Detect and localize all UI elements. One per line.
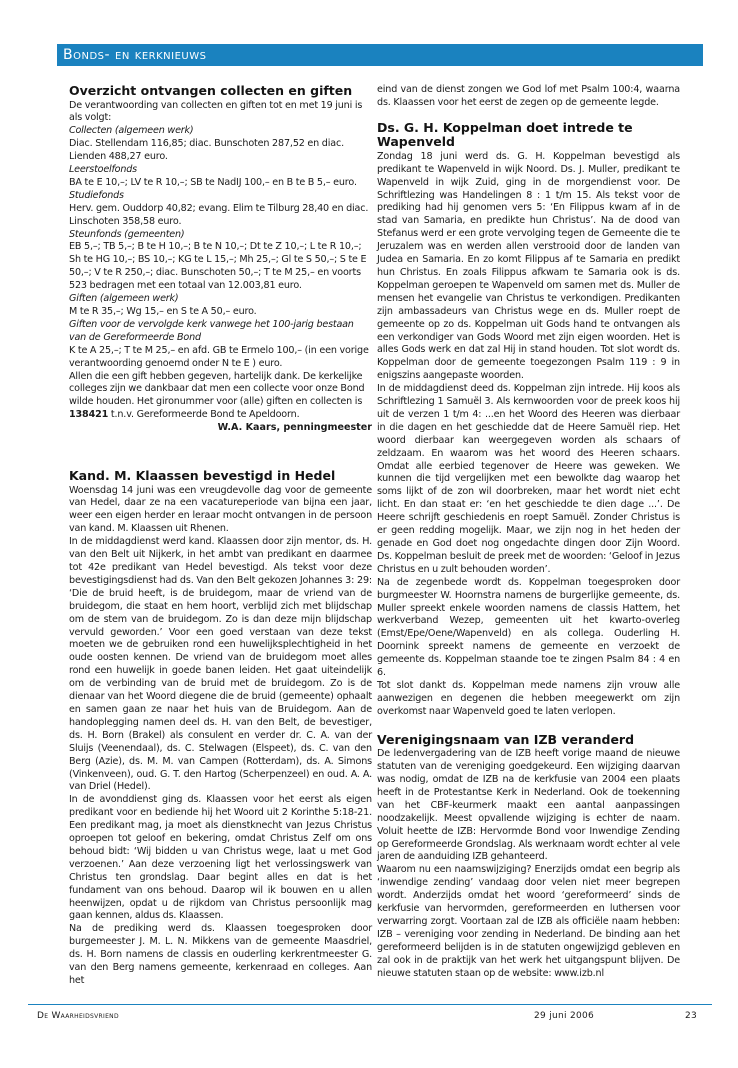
- collecten-closing: [69, 371, 372, 423]
- footer-page-number: 23: [685, 1011, 698, 1021]
- koppelman-paragraph-1: Zondag 18 juni werd ds. G. H. Koppelman bevestigd als predikant te Wapenveld in wijk Noord. Ds. J. Muller, predikant te Wapenveld in wijk Zuid, ging in de morgendienst voor. De Schriftlezing was Handelingen 8 : 1 t/m 15. Als tekst voor de prediking had hij genomen vers 5: ‘En Filippus kwam af in de stad van Samaria, en predikte hun Christus’. Na de dood van Stefanus werd er een grote vervolging tegen de Gemeente die te Jeruzalem was en werden allen verstrooid door de landen van Judea en Samaria. En zo komt Filippus af te Samaria en predikt hun Christus. En zoals Filippus afkwam te Samaria ook is ds. Koppelman geroepen te Wapenveld om samen met ds. Muller de mensen het evangelie van Christus te verkondigen. Predikanten zijn ambassadeurs van Christus wege en ds. Muller roept de gemeente op zo ds. Koppelman uit Gods hand te ontvangen als een verkondiger van Gods Woord met zijn eigen woorden. Het is alles Gods werk en dat zal Hij in stand houden. Tot slot wordt ds. Koppelman door de gemeente toegezongen Psalm 119 : 9 in enigszins aangepaste woorden.: [377, 150, 681, 382]
- collecten-text-vervolgde-kerk: K te A 25,–; T te M 25,– en afd. GB te Ermelo 100,– (in een vorige verantwoording genoemd onder N te E ) euro.: [69, 344, 369, 369]
- collecten-label-steun: Steunfonds (gemeenten): [69, 228, 185, 240]
- izb-paragraph-2: Waarom nu een naamswijziging? Enerzijds omdat een begrip als ‘inwendige zending’ vandaag door velen niet meer begrepen wordt. Anderzijds omdat het woord ‘gereformeerd’ sinds de kerkfusie van hervormden, gereformeerden en luthersen voor verwarring zorgt. Voortaan zal de IZB als officiële naam hebben: IZB – vereniging voor zending in Nederland. De binding aan het gereformeerd belijden is in de statuten ongewijzigd gebleven en zal ook in de praktijk van het werk het uitgangspunt blijven. De nieuwe statuten staan op de website: www.izb.nl: [377, 864, 680, 979]
- collecten-text-leerstoel: BA te E 10,–; LV te R 10,–; SB te NadIJ 100,– en B te B 5,– euro.: [69, 176, 357, 188]
- article-title-klaassen: Kand. M. Klaassen bevestigd in Hedel: [69, 468, 336, 484]
- section-title: Bonds- en kerknieuws: [63, 47, 207, 63]
- izb-paragraph-1: De ledenvergadering van de IZB heeft vorige maand de nieuwe statuten van de vereniging goedgekeurd. Een wijziging daarvan was nodig, omdat de IZB na de kerkfusie van 2004 een plaats heeft in de Protestantse Kerk in Nederland. Ook de toekenning van het CBF-keurmerk maakt een aantal aanpassingen noodzakelijk. Meest opvallende wijziging is echter de naam. Voluit heette de IZB: Hervormde Bond voor Inwendige Zending op Gereformeerde Grondslag. Als werknaam wordt echter al vele jaren de aanduiding IZB gehanteerd.: [377, 748, 680, 863]
- koppelman-paragraph-3: Na de zegenbede wordt ds. Koppelman toegesproken door burgmeester W. Hoornstra namens de burgerlijke gemeente, ds. Muller spreekt enkele woorden namens de classis Hattem, het werkverband Wezep, gemeenten uit het kwarto-overleg (Emst/Epe/Oene/Wapenveld) en als collega. Ouderling H. Doornink spreekt namens de gemeente en verzoekt de gemeente ds. Koppelman staande toe te zingen Psalm 84 : 4 en 6.: [377, 576, 680, 679]
- left-column: [69, 84, 372, 988]
- klaassen-paragraph-2: In de middagdienst werd kand. Klaassen door zijn mentor, ds. H. van den Belt uit Nijkerk, in het ambt van predikant en daarmee tot 42e predikant van Hedel bevestigd. Als tekst voor deze bevestigingsdienst had ds. Van den Belt gekozen Johannes 3: 29: ‘Die de bruid heeft, is de bruidegom, maar de vriend van de bruidegom, die staat en hem hoort, verblijd zich met blijdschap om de stem van de bruidegom. Zo is dan deze mijn blijdschap vervuld geworden.’ Voor een goed verstaan van deze tekst moeten we de gebruiken rond een huwelijksplechtigheid in het oude oosten kennen. De vriend van de bruidegom moet alles rond een huwelijk in goede banen leiden. Het gaat uiteindelijk om de verbinding van de bruid met de bruidegom. Zo is de dienaar van het Woord diegene die de bruid (gemeente) ophaalt en samen gaan ze naar het huis van de Bruidegom. Aan de handoplegging namen deel ds. H. van den Belt, de bevestiger, ds. H. Born (Brakel) als consulent en verder dr. C. A. van der Sluijs (Veenendaal), ds. C. Stelwagen (Elspeet), ds. C. van den Berg (Azie), ds. M. M. van Campen (Rotterdam), ds. A. Simons (Vinkenveen), oud. G. T. den Hartog (Scherpenzeel) en oud. A. A. van Driel (Hedel).: [69, 536, 372, 793]
- collecten-text-steun: EB 5,–; TB 5,–; B te H 10,–; B te N 10,–; Dt te Z 10,–; L te R 10,–; Sh te HG 10,–; BS 10,–; KG te L 15,–; Mh 25,–; Gl te S 50,–; S te E 50,–; V te R 250,–; diac. Bunschoten 50,–; T te M 25,– en voorts 523 bedragen met een totaal van 12.003,81 euro.: [69, 241, 367, 292]
- collecten-text-studie: Herv. gem. Ouddorp 40,82; evang. Elim te Tilburg 28,40 en diac. Linschoten 358,58 euro.: [69, 202, 369, 227]
- collecten-label-leerstoel: Leerstoelfonds: [69, 164, 137, 176]
- collecten-label-vervolgde-kerk: Giften voor de vervolgde kerk vanwege het 100-jarig bestaan van de Gereformeerde Bond: [69, 318, 354, 343]
- collecten-text-giften: M te R 35,–; Wg 15,– en S te A 50,– euro.: [69, 306, 257, 317]
- koppelman-paragraph-2: In de middagdienst deed ds. Koppelman zijn intrede. Hij koos als Schriftlezing 1 Samuël 3. Als kernwoorden voor de preek koos hij uit de verzen 1 t/m 4: ...en het Woord des Heeren was dierbaar in die dagen en het geschiedde dat de Heere Samuël riep. Het woord dierbaar kan weergegeven worden als schaars of zeldzaam. En waarom was het woord des Heeren schaars. Omdat alle eerbied tegenover de Heere was geweken. We kunnen die tijd vergelijken met een bewolkte dag waarop het soms lijkt of de zon wil doorbreken, maar het wordt niet echt licht. En dan staat er: ‘en het geschiedde te dien dage ...’. De Heere schrijft geschiedenis en roept Samuël. Zonder Christus is er geen redding mogelijk. Maar, we zijn nog in het heden der genade en God doet nog ongedachte dingen door Zijn Woord. Ds. Koppelman besluit de preek met de woorden: ‘Geloof in Jezus Christus en u zult behouden worden’.: [377, 383, 680, 575]
- article-title-collecten: Overzicht ontvangen collecten en giften: [69, 83, 353, 98]
- footer-date: 29 juni 2006: [534, 1011, 595, 1021]
- klaassen-paragraph-4: Na de prediking werd ds. Klaassen toegesproken door burgemeester J. M. L. N. Mikkens van de gemeente Maasdriel, ds. H. Born namens de classis en ouderling kerkrentmeester G. van den Berg namens gemeente, kerkenraad en colleges. Aan het: [69, 923, 372, 986]
- article-title-koppelman: Ds. G. H. Koppelman doet intrede te Wapenveld: [377, 119, 633, 150]
- collecten-text-algemeen: Diac. Stellendam 116,85; diac. Bunschoten 287,52 en diac. Lienden 488,27 euro.: [69, 138, 345, 163]
- klaassen-paragraph-end: eind van de dienst zongen we God lof met Psalm 100:4, waarna ds. Klaassen voor het eerst de zegen op de gemeente legde.: [377, 84, 680, 108]
- article-title-izb: Verenigingsnaam van IZB veranderd: [377, 731, 635, 747]
- right-column: [377, 84, 680, 981]
- collecten-label-giften: Giften (algemeen werk): [69, 293, 179, 305]
- klaassen-paragraph-1: Woensdag 14 juni was een vreugdevolle dag voor de gemeente van Hedel, daar ze na een vacatureperiode van bijna een jaar, weer een eigen herder en leraar mocht ontvangen in de persoon van kand. M. Klaassen uit Rhenen.: [69, 484, 372, 535]
- koppelman-paragraph-4: Tot slot dankt ds. Koppelman mede namens zijn vrouw alle aanwezigen en degenen die hebben meegewerkt om zijn overkomst naar Wapenveld goed te laten verlopen.: [377, 679, 680, 717]
- giro-number: 138421: [69, 409, 109, 421]
- signature-penningmeester: W.A. Kaars, penningmeester: [217, 422, 372, 434]
- collecten-label-algemeen: Collecten (algemeen werk): [69, 125, 194, 137]
- section-header-bar: [57, 44, 703, 66]
- footer-divider: [28, 1004, 712, 1005]
- collecten-label-studie: Studiefonds: [69, 189, 124, 201]
- closing-text-b: t.n.v. Gereformeerde Bond te Apeldoorn.: [108, 409, 300, 421]
- klaassen-paragraph-3: In de avonddienst ging ds. Klaassen voor het eerst als eigen predikant voor en bediende hij het Woord uit 2 Korinthe 5:18-21. Een predikant mag, ja moet als dienstknecht van Jezus Christus oproepen tot geloof en bekering, omdat Christus Zelf om ons behoud bidt: ‘Wij bidden u van Christus wege, laat u met God verzoenen.’ Aan deze verzoening ligt het verlossingswerk van Christus ten grondslag. Daar begint alles en dat is het fundament van ons behoud. Daarop wil ik bouwen en u allen heenwijzen, opdat u de rijkdom van Christus persoonlijk mag gaan kennen, aldus ds. Klaassen.: [69, 794, 372, 922]
- closing-text-a: Allen die een gift hebben gegeven, hartelijk dank. De kerkelijke colleges zijn we dankbaar dat men een collecte voor onze Bond wilde houden. Het gironummer voor (alle) giften en collecten is: [69, 370, 365, 408]
- footer-publication: De Waarheidsvriend: [37, 1011, 119, 1021]
- collecten-intro: De verantwoording van collecten en giften tot en met 19 juni is als volgt:: [69, 99, 363, 124]
